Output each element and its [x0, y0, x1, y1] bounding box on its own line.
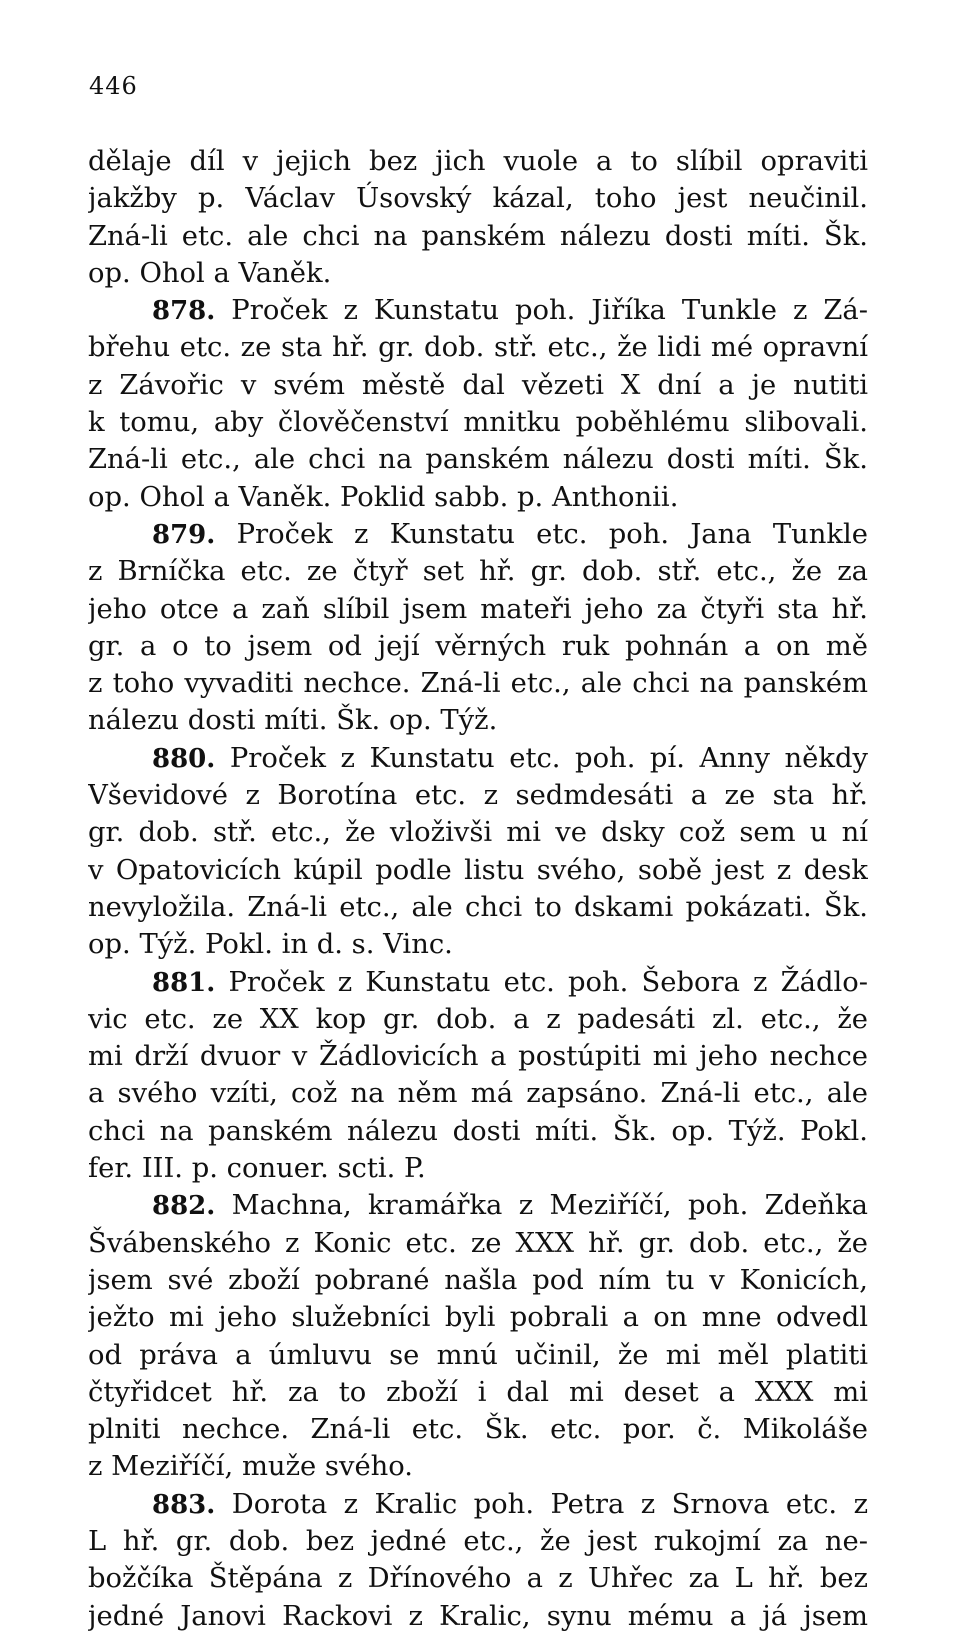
line-text: Proček z Kunstatu etc. poh. Jana Tunkle [215, 518, 868, 550]
line-text: Machna, kramářka z Meziříčí, poh. Zdeňka [215, 1190, 868, 1222]
line-text: jakžby p. Václav Úsovský kázal, toho jest neučinil. [88, 183, 868, 215]
line-text: L hř. gr. dob. bez jedné etc., že jest rukojmí za ne- [88, 1525, 868, 1557]
text-line [88, 1075, 868, 1112]
text-line [88, 702, 868, 739]
text-line [88, 665, 868, 702]
text-line [88, 852, 868, 889]
line-text: Proček z Kunstatu etc. poh. pí. Anny někdy [215, 742, 868, 774]
entry-number: 880. [152, 743, 216, 774]
text-line [88, 1523, 868, 1560]
line-text: Proček z Kunstatu etc. poh. Šebora z Žádlo- [215, 966, 868, 998]
text-line [88, 292, 868, 329]
text-line [88, 1337, 868, 1374]
text-line [88, 1560, 868, 1597]
line-text: fer. III. p. conuer. scti. P. [88, 1153, 426, 1185]
text-line [88, 441, 868, 478]
line-text: z Závořic v svém městě dal vězeti X dní a je nutiti [88, 369, 868, 401]
line-text: gr. dob. stř. etc., že vloživši mi ve dsky což sem u ní [88, 817, 868, 849]
text-line [88, 1598, 868, 1635]
text-line [88, 1411, 868, 1448]
line-text: břehu etc. ze sta hř. gr. dob. stř. etc., že lidi mé opravní [88, 332, 868, 364]
line-text: op. Ohol a Vaněk. Poklid sabb. p. Anthonii. [88, 481, 679, 513]
line-text: jsem své zboží pobrané našla pod ním tu v Konicích, [88, 1264, 868, 1296]
line-text: božčíka Štěpána z Dřínového a z Uhřec za L hř. bez [88, 1563, 868, 1595]
line-text: mi drží dvuor v Žádlovicích a postúpiti mi jeho nechce [88, 1041, 868, 1073]
line-text: z toho vyvaditi nechce. Zná-li etc., ale chci na panském [88, 668, 868, 700]
line-text: jedné Janovi Rackovi z Kralic, synu mému a já jsem [88, 1600, 868, 1632]
page-number: 446 [89, 72, 138, 100]
text-line [88, 1448, 868, 1485]
line-text: v Opatovicích kúpil podle listu svého, sobě jest z desk [88, 854, 868, 886]
text-line [88, 591, 868, 628]
entry-number: 881. [152, 967, 216, 998]
body-text [88, 143, 868, 1635]
line-text: čtyřidcet hř. za to zboží i dal mi deset a XXX mi [88, 1376, 868, 1408]
text-line [88, 1150, 868, 1187]
text-line [88, 553, 868, 590]
text-line [88, 329, 868, 366]
text-line [88, 814, 868, 851]
text-line [88, 1225, 868, 1262]
text-line [88, 1001, 868, 1038]
line-text: a svého vzíti, což na něm má zapsáno. Zná-li etc., ale [88, 1078, 868, 1110]
text-line [88, 1262, 868, 1299]
line-text: od práva a úmluvu se mnú učinil, že mi měl platiti [88, 1339, 868, 1371]
line-text: k tomu, aby člověčenství mnitku poběhlému slibovali. [88, 407, 868, 439]
entry-number: 879. [152, 519, 216, 550]
line-text: Zná-li etc. ale chci na panském nálezu dosti míti. Šk. [88, 220, 868, 252]
line-text: nálezu dosti míti. Šk. op. Týž. [88, 705, 498, 737]
text-line [88, 367, 868, 404]
text-line [88, 1486, 868, 1523]
line-text: op. Ohol a Vaněk. [88, 257, 332, 289]
text-line [88, 404, 868, 441]
entry-number: 883. [152, 1489, 216, 1520]
text-line [88, 180, 868, 217]
line-text: nevyložila. Zná-li etc., ale chci to dskami pokázati. Šk. [88, 891, 868, 923]
line-text: Dorota z Kralic poh. Petra z Srnova etc. z [215, 1488, 868, 1520]
text-line [88, 218, 868, 255]
text-line [88, 1113, 868, 1150]
text-line [88, 1038, 868, 1075]
line-text: Zná-li etc., ale chci na panském nálezu dosti míti. Šk. [88, 444, 868, 476]
text-line [88, 777, 868, 814]
text-line [88, 1299, 868, 1336]
text-line [88, 628, 868, 665]
line-text: vic etc. ze XX kop gr. dob. a z padesáti zl. etc., že [88, 1003, 868, 1035]
text-line [88, 1374, 868, 1411]
line-text: Proček z Kunstatu poh. Jiříka Tunkle z Zá- [215, 295, 868, 327]
line-text: chci na panském nálezu dosti míti. Šk. op. Týž. Pokl. [88, 1115, 868, 1147]
line-text: z Brníčka etc. ze čtyř set hř. gr. dob. stř. etc., že za [88, 556, 868, 588]
entry-number: 878. [152, 296, 216, 327]
line-text: plniti nechce. Zná-li etc. Šk. etc. por. č. Mikoláše [88, 1414, 868, 1446]
text-line [88, 926, 868, 963]
line-text: op. Týž. Pokl. in d. s. Vinc. [88, 929, 453, 961]
line-text: Švábenského z Konic etc. ze XXX hř. gr. dob. etc., že [88, 1227, 868, 1259]
text-line [88, 740, 868, 777]
text-line [88, 143, 868, 180]
text-line [88, 479, 868, 516]
line-text: gr. a o to jsem od její věrných ruk pohnán a on mě [88, 630, 868, 662]
text-line [88, 255, 868, 292]
text-line [88, 964, 868, 1001]
line-text: Vševidové z Borotína etc. z sedmdesáti a ze sta hř. [88, 780, 868, 812]
line-text: dělaje díl v jejich bez jich vuole a to slíbil opraviti [88, 146, 868, 177]
line-text: jeho otce a zaň slíbil jsem mateři jeho za čtyři sta hř. [88, 593, 868, 625]
text-line [88, 516, 868, 553]
text-line [88, 889, 868, 926]
text-line [88, 1187, 868, 1224]
entry-number: 882. [152, 1191, 216, 1222]
line-text: ježto mi jeho služebníci byli pobrali a on mne odvedl [88, 1302, 868, 1334]
line-text: z Meziříčí, muže svého. [88, 1451, 414, 1483]
